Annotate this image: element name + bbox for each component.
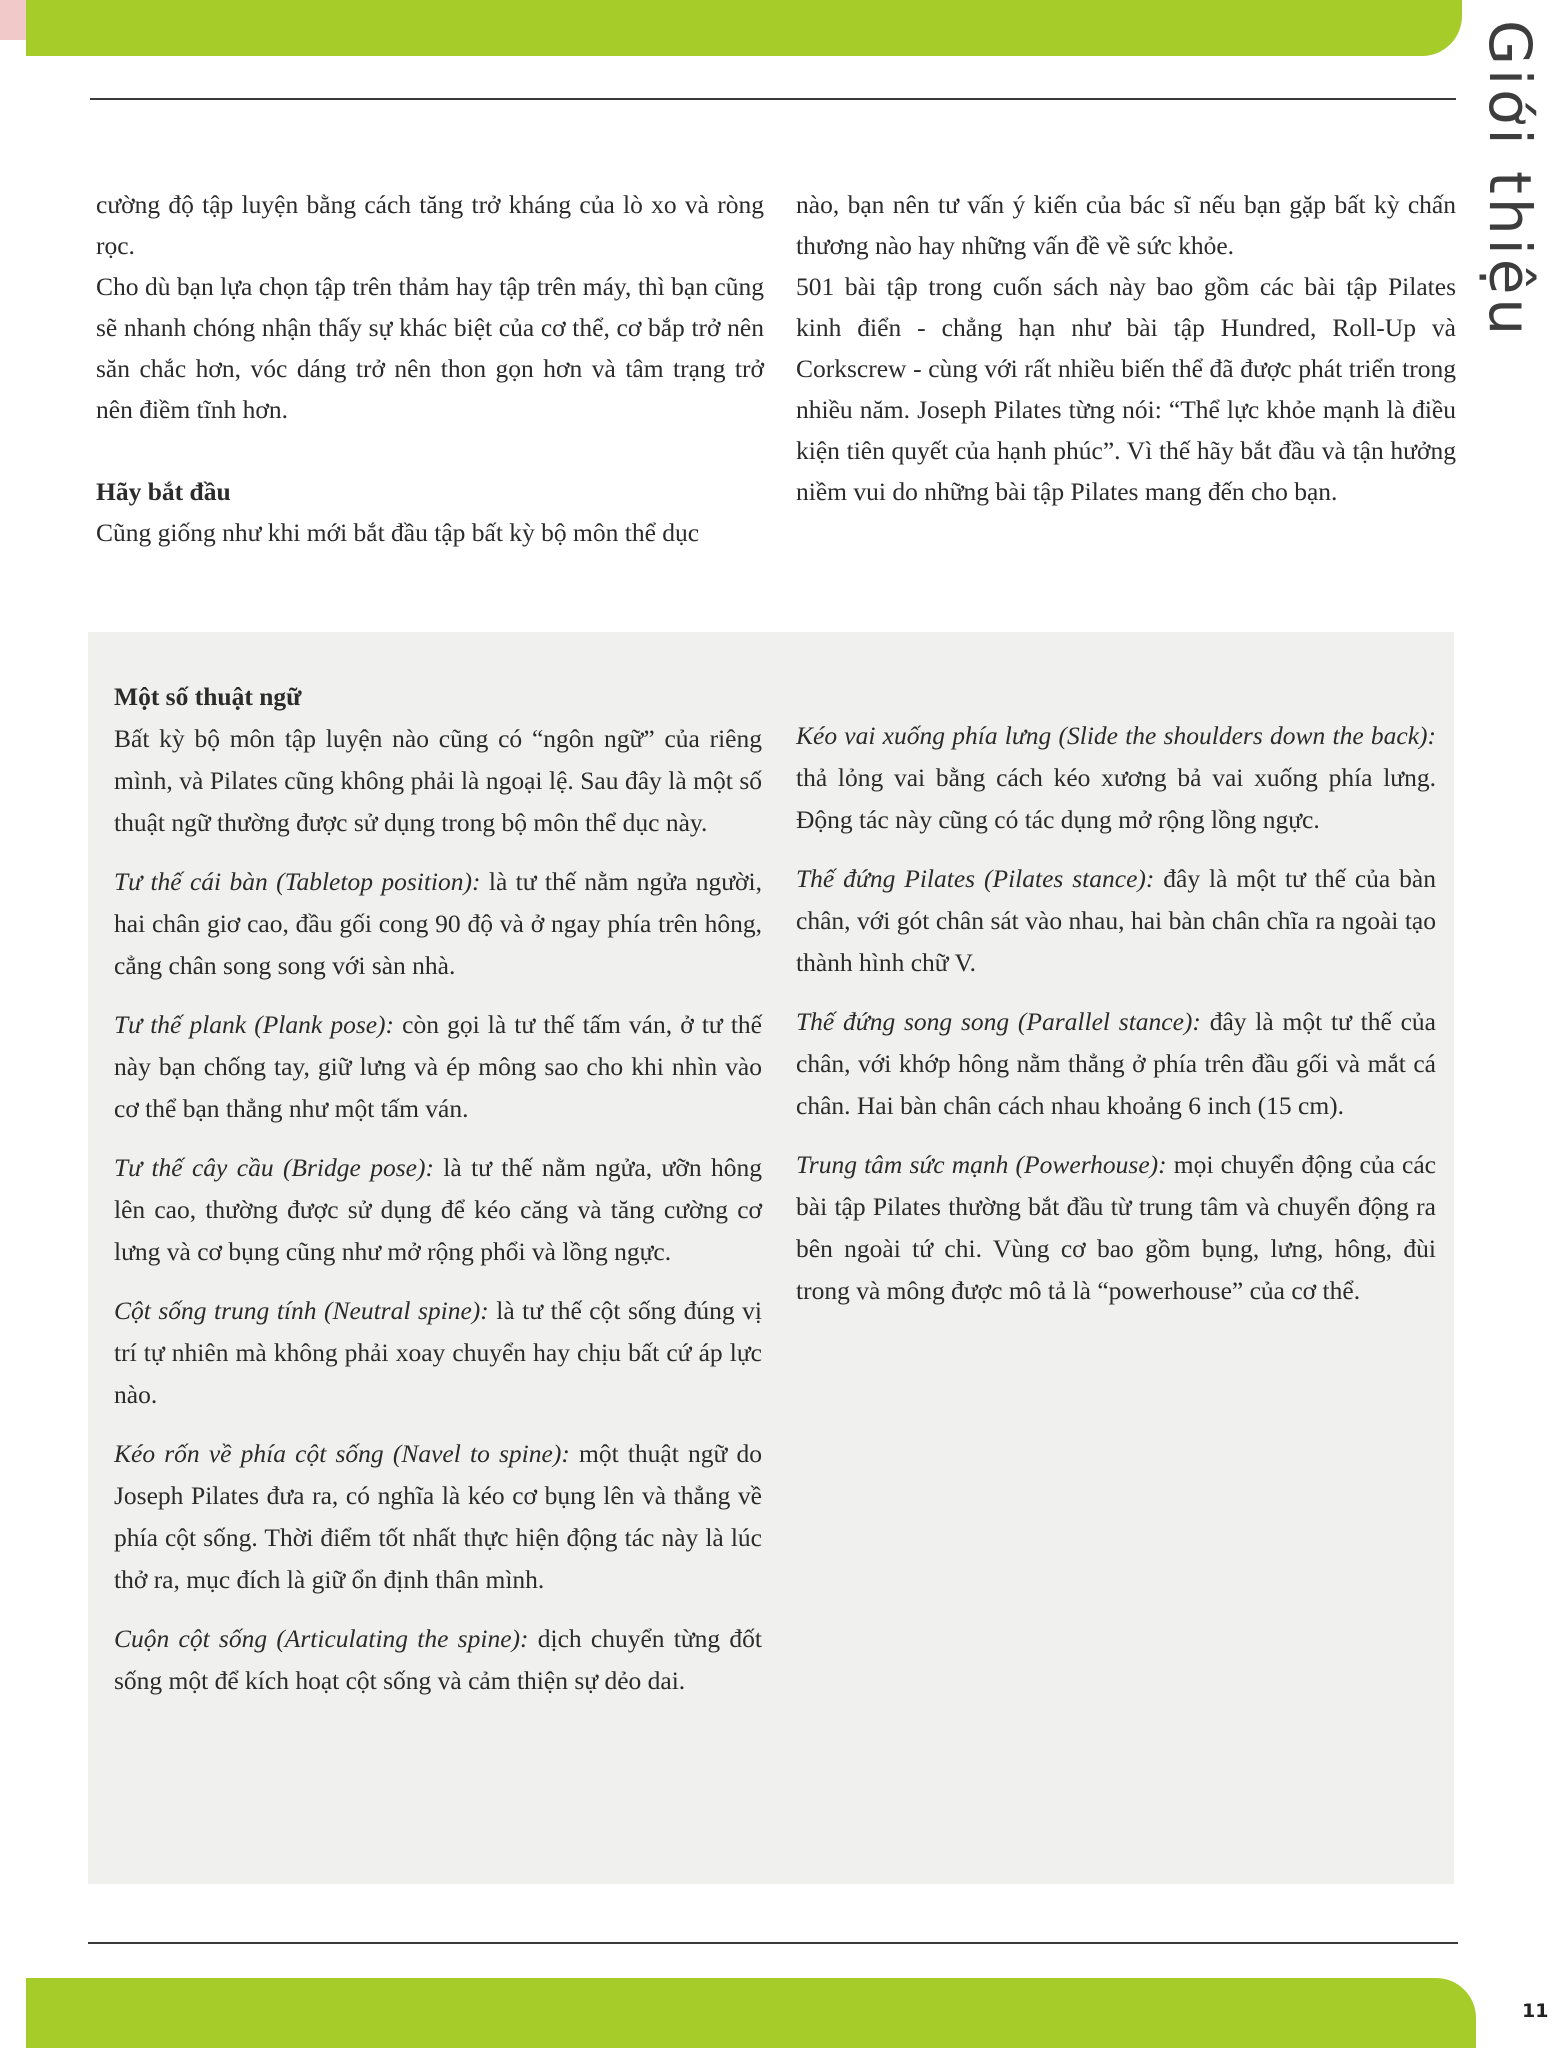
glossary-entry bbox=[796, 715, 1436, 841]
bottom-divider bbox=[88, 1942, 1458, 1944]
glossary-definition: đây là một tư thế của bàn chân, với gót chân sát vào nhau, hai bàn chân chĩa ra ngoài tạo thành hình chữ V. bbox=[796, 864, 1436, 977]
glossary-term: Kéo rốn về phía cột sống (Navel to spine): bbox=[114, 1439, 570, 1468]
glossary-term: Kéo vai xuống phía lưng (Slide the shoulders down the back): bbox=[796, 721, 1436, 750]
glossary-left-column bbox=[114, 676, 762, 1719]
glossary-entry bbox=[114, 1147, 762, 1273]
bottom-green-band bbox=[26, 1978, 1476, 2048]
glossary-entry bbox=[114, 861, 762, 987]
glossary-definition: đây là một tư thế của chân, với khớp hông nằm thẳng ở phía trên đầu gối và mắt cá chân. Hai bàn chân cách nhau khoảng 6 inch (15 cm). bbox=[796, 1007, 1436, 1120]
glossary-entry bbox=[796, 1144, 1436, 1312]
glossary-entry bbox=[796, 858, 1436, 984]
intro-paragraph: nào, bạn nên tư vấn ý kiến của bác sĩ nếu bạn gặp bất kỳ chấn thương nào hay những vấn đề về sức khỏe. bbox=[796, 190, 1456, 260]
page-corner-decoration bbox=[0, 0, 26, 40]
intro-paragraph: Cũng giống như khi mới bắt đầu tập bất kỳ bộ môn thể dục bbox=[96, 518, 700, 547]
glossary-definition: thả lỏng vai bằng cách kéo xương bả vai xuống phía lưng. Động tác này cũng có tác dụng mở rộng lồng ngực. bbox=[796, 763, 1436, 834]
glossary-term: Thế đứng song song (Parallel stance): bbox=[796, 1007, 1201, 1036]
glossary-entry bbox=[114, 1618, 762, 1702]
glossary-term: Trung tâm sức mạnh (Powerhouse): bbox=[796, 1150, 1167, 1179]
glossary-right-column bbox=[796, 715, 1436, 1329]
glossary-entry bbox=[796, 1001, 1436, 1127]
glossary-entry bbox=[114, 1004, 762, 1130]
glossary-definition: là tư thế nằm ngửa người, hai chân giơ cao, đầu gối cong 90 độ và ở ngay phía trên hông, cẳng chân song song với sàn nhà. bbox=[114, 867, 762, 980]
glossary-term: Tư thế cái bàn (Tabletop position): bbox=[114, 867, 481, 896]
page-number: 11 bbox=[1522, 2000, 1549, 2022]
top-divider bbox=[90, 98, 1456, 100]
glossary-entry bbox=[114, 1433, 762, 1601]
intro-left-column bbox=[96, 184, 764, 553]
intro-paragraph: Cho dù bạn lựa chọn tập trên thảm hay tập trên máy, thì bạn cũng sẽ nhanh chóng nhận thấy sự khác biệt của cơ thể, cơ bắp trở nên săn chắc hơn, vóc dáng trở nên thon gọn hơn và tâm trạng trở nên điềm tĩnh hơn. bbox=[96, 272, 764, 424]
section-side-title: Giới thiệu bbox=[1476, 20, 1544, 340]
intro-paragraph: cường độ tập luyện bằng cách tăng trở kháng của lò xo và ròng rọc. bbox=[96, 190, 764, 260]
glossary-term: Cuộn cột sống (Articulating the spine): bbox=[114, 1624, 529, 1653]
glossary-heading: Một số thuật ngữ bbox=[114, 682, 302, 711]
glossary-definition: dịch chuyển từng đốt sống một để kích hoạt cột sống và cảm thiện sự dẻo dai. bbox=[114, 1624, 763, 1695]
intro-paragraph: 501 bài tập trong cuốn sách này bao gồm các bài tập Pilates kinh điển - chẳng hạn như bài tập Hundred, Roll-Up và Corkscrew - cùng với rất nhiều biến thể đã được phát triển trong nhiều năm. Joseph Pilates từng nói: “Thể lực khỏe mạnh là điều kiện tiên quyết của hạnh phúc”. Vì thế hãy bắt đầu và tận hưởng niềm vui do những bài tập Pilates mang đến cho bạn. bbox=[796, 272, 1456, 506]
section-heading-get-started: Hãy bắt đầu bbox=[96, 477, 231, 506]
glossary-definition: là tư thế cột sống đúng vị trí tự nhiên mà không phải xoay chuyển hay chịu bất cứ áp lực nào. bbox=[114, 1296, 762, 1409]
glossary-term: Thế đứng Pilates (Pilates stance): bbox=[796, 864, 1155, 893]
glossary-definition: một thuật ngữ do Joseph Pilates đưa ra, có nghĩa là kéo cơ bụng lên và thẳng về phía cột sống. Thời điểm tốt nhất thực hiện động tác này là lúc thở ra, mục đích là giữ ổn định thân mình. bbox=[114, 1439, 762, 1594]
glossary-definition: là tư thế nằm ngửa, ưỡn hông lên cao, thường được sử dụng để kéo căng và tăng cường cơ lưng và cơ bụng cũng như mở rộng phổi và lồng ngực. bbox=[114, 1153, 762, 1266]
top-green-band bbox=[26, 0, 1462, 56]
glossary-term: Tư thế plank (Plank pose): bbox=[114, 1010, 395, 1039]
glossary-intro: Bất kỳ bộ môn tập luyện nào cũng có “ngôn ngữ” của riêng mình, và Pilates cũng không phải là ngoại lệ. Sau đây là một số thuật ngữ thường được sử dụng trong bộ môn thể dục này. bbox=[114, 724, 762, 837]
glossary-definition: còn gọi là tư thế tấm ván, ở tư thế này bạn chống tay, giữ lưng và ép mông sao cho khi nhìn vào cơ thể bạn thẳng như một tấm ván. bbox=[114, 1010, 763, 1123]
glossary-entry bbox=[114, 1290, 762, 1416]
glossary-term: Tư thế cây cầu (Bridge pose): bbox=[114, 1153, 434, 1182]
glossary-term: Cột sống trung tính (Neutral spine): bbox=[114, 1296, 489, 1325]
intro-right-column bbox=[796, 184, 1456, 512]
glossary-definition: mọi chuyển động của các bài tập Pilates thường bắt đầu từ trung tâm và chuyển động ra bên ngoài tứ chi. Vùng cơ bao gồm bụng, lưng, hông, đùi trong và mông được mô tả là “powerhouse” của cơ thể. bbox=[796, 1150, 1436, 1305]
